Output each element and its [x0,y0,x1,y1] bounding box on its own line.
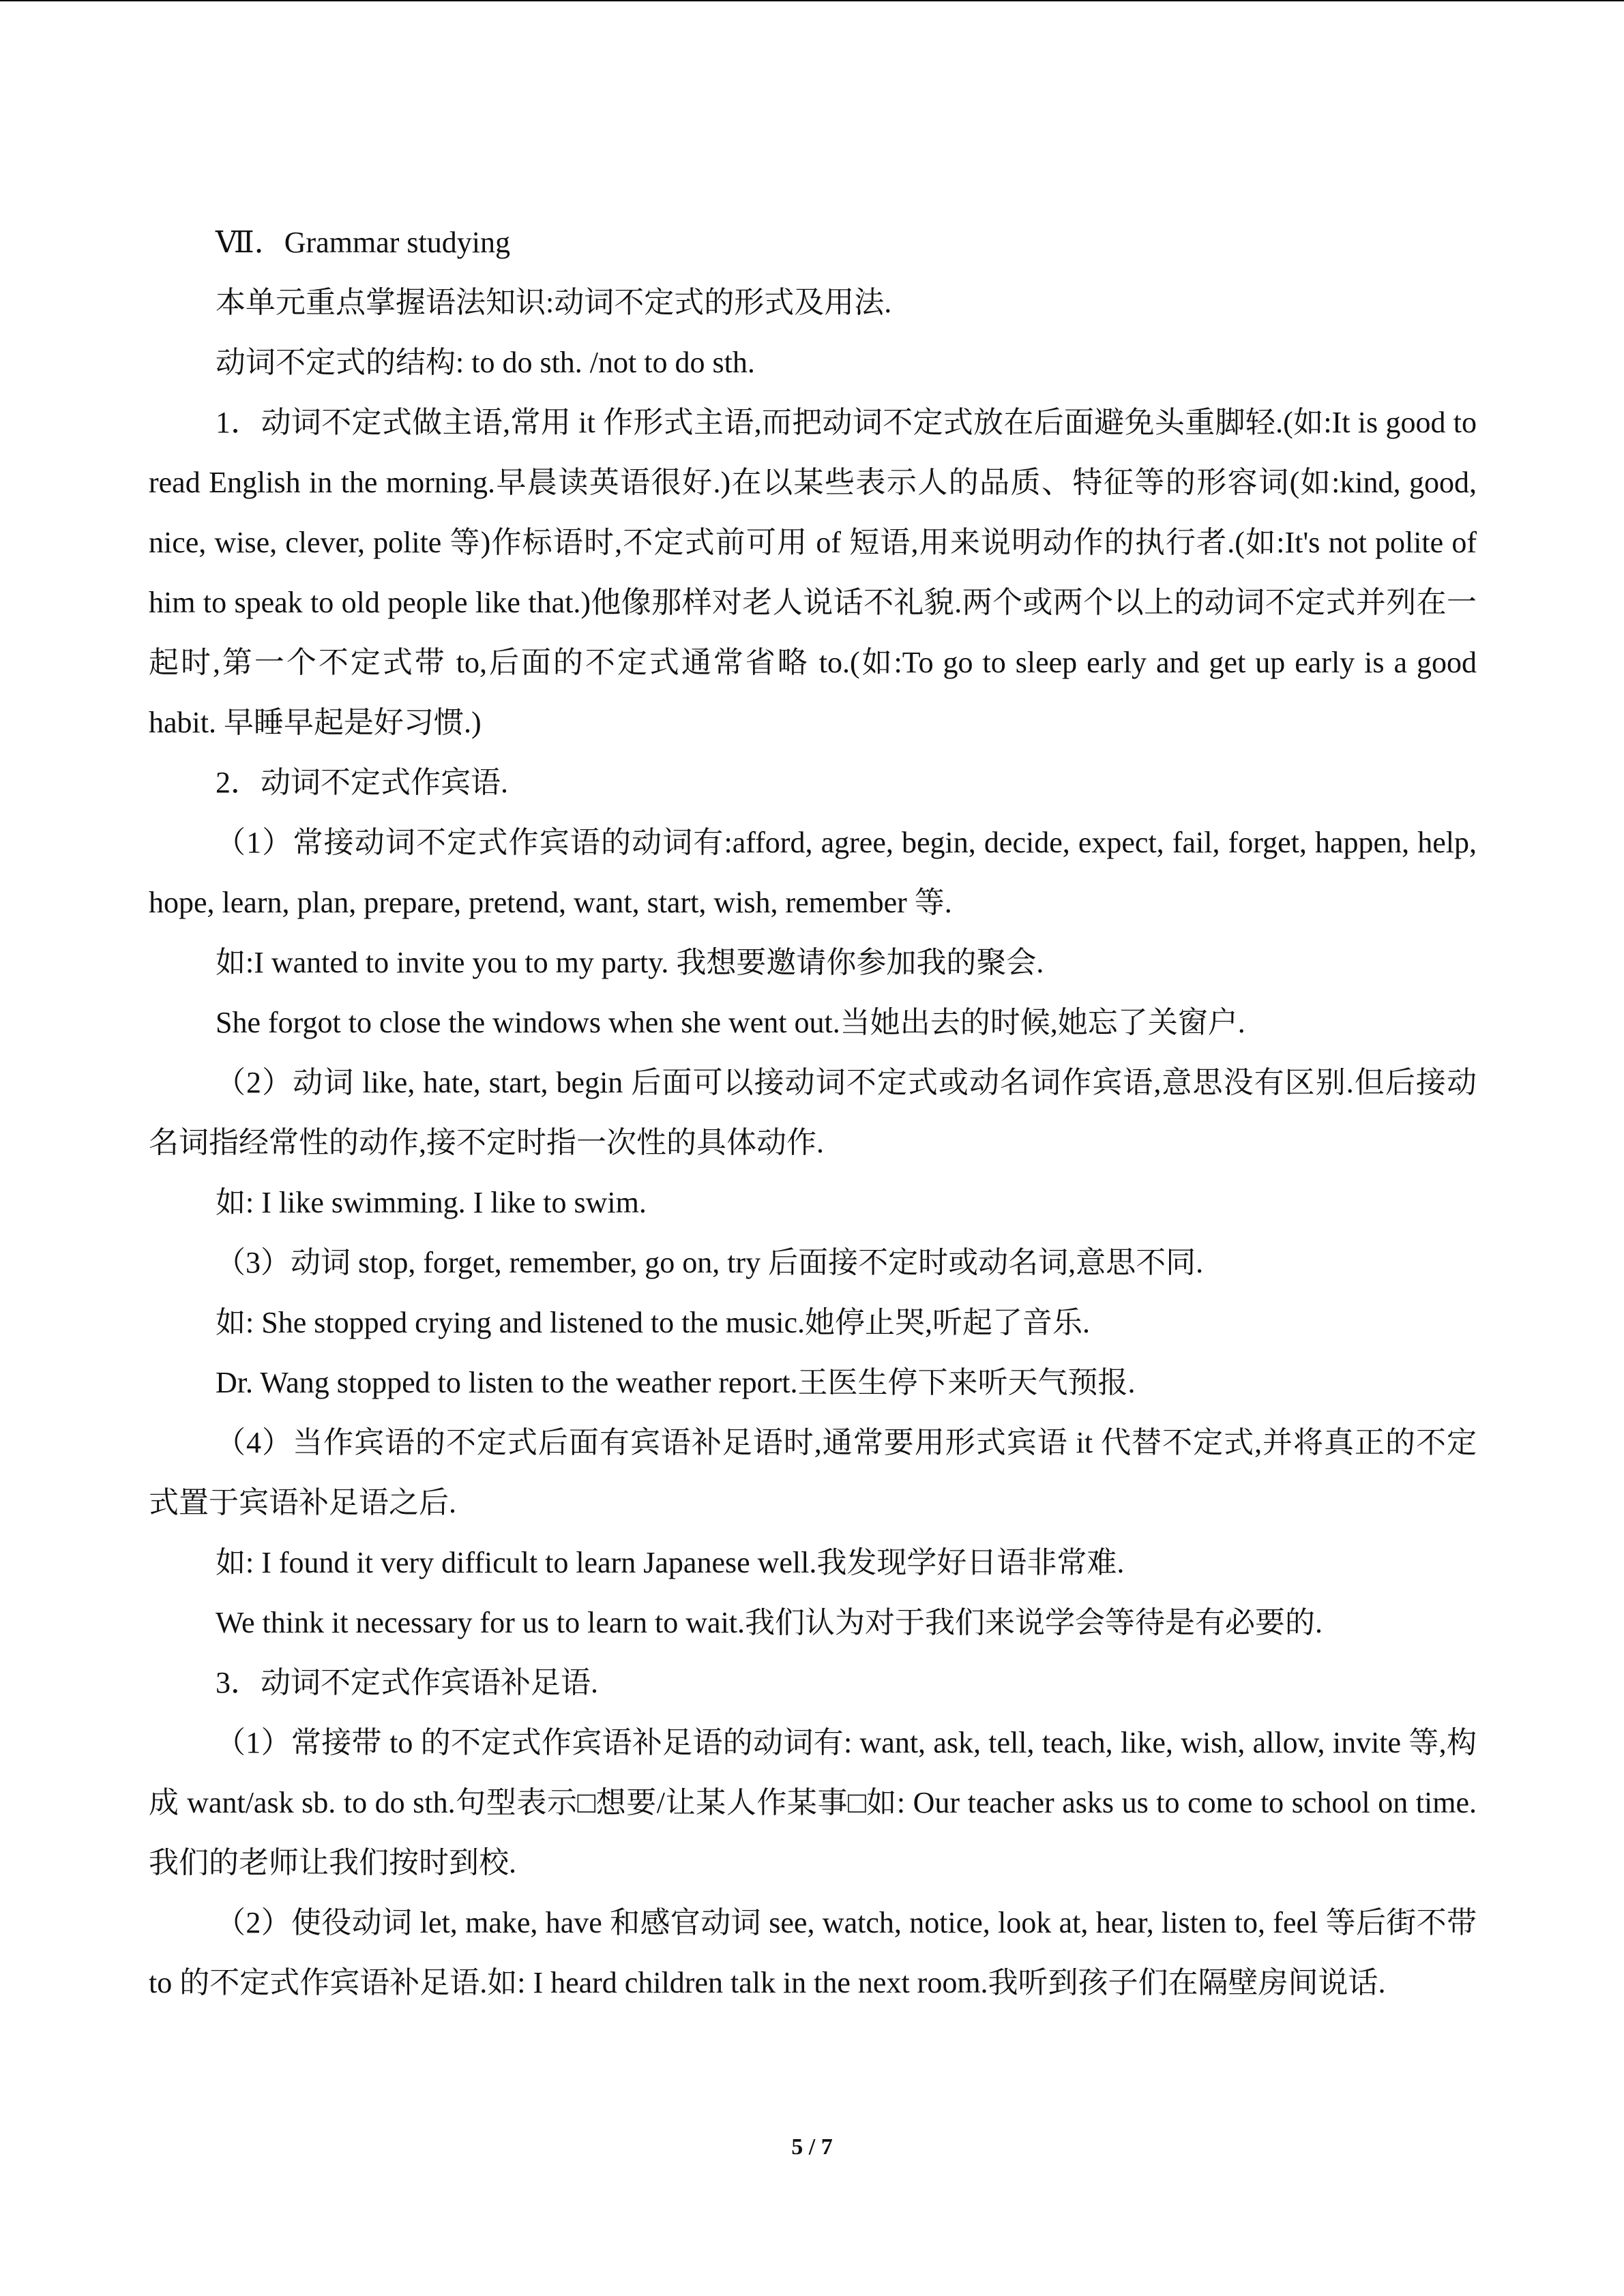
object-rule-3-example-2: Dr. Wang stopped to listen to the weather report.王医生停下来听天气预报. [216,1366,1136,1399]
object-rule-1: （1）常接动词不定式作宾语的动词有:afford, agree, begin, decide, expect, fail, forget, happen, help, hope, learn, plan, prepare, pretend, want, start, wish, remember 等. [149,826,1477,919]
complement-rule-1: （1）常接带 to 的不定式作宾语补足语的动词有: want, ask, tell, teach, like, wish, allow, invite 等,构成 want/ask sb. to do sth.句型表示□想要/让某人作某事□如: Our teacher asks us to come to school on time.我们的老师让我们按时到校. [149,1726,1477,1879]
object-rule-2-example: 如: I like swimming. I like to swim. [216,1186,647,1219]
object-rule-3: （3）动词 stop, forget, remember, go on, try 后面接不定时或动名词,意思不同. [216,1246,1204,1279]
object-rule-4-example-1: 如: I found it very difficult to learn Japanese well.我发现学好日语非常难. [216,1546,1125,1579]
page-number: 5 / 7 [791,2134,833,2160]
section-heading: Ⅶ．Grammar studying [216,226,510,259]
infinitive-as-object-heading: 2．动词不定式作宾语. [216,766,508,799]
object-rule-3-example-1: 如: She stopped crying and listened to the music.她停止哭,听起了音乐. [216,1306,1090,1339]
object-rule-4: （4）当作宾语的不定式后面有宾语补足语时,通常要用形式宾语 it 代替不定式,并将真正的不定式置于宾语补足语之后. [149,1426,1477,1519]
intro-paragraph: 本单元重点掌握语法知识:动词不定式的形式及用法. [216,286,892,319]
object-rule-1-example-1: 如:I wanted to invite you to my party. 我想要邀请你参加我的聚会. [216,946,1044,979]
complement-rule-2: （2）使役动词 let, make, have 和感官动词 see, watch, notice, look at, hear, listen to, feel 等后街不带 to 的不定式作宾语补足语.如: I heard children talk in the next room.我听到孩子们在隔壁房间说话. [149,1906,1477,1999]
infinitive-as-subject-paragraph: 1．动词不定式做主语,常用 it 作形式主语,而把动词不定式放在后面避免头重脚轻.(如:It is good to read English in the morning.早晨读英语很好.)在以某些表示人的品质、特征等的形容词(如:kind, good, nice, wise, clever, polite 等)作标语时,不定式前可用 of 短语,用来说明动作的执行者.(如:It's not polite of him to speak to old people like that.)他像那样对老人说话不礼貌.两个或两个以上的动词不定式并列在一起时,第一个不定式带 to,后面的不定式通常省略 to.(如:To go to sleep early and get up early is a good habit. 早睡早起是好习惯.) [149,406,1477,739]
structure-paragraph: 动词不定式的结构: to do sth. /not to do sth. [216,346,755,379]
object-rule-4-example-2: We think it necessary for us to learn to wait.我们认为对于我们来说学会等待是有必要的. [216,1606,1323,1639]
object-complement-heading: 3．动词不定式作宾语补足语. [216,1666,598,1699]
object-rule-1-example-2: She forgot to close the windows when she went out.当她出去的时候,她忘了关窗户. [216,1006,1245,1039]
document-body [149,213,1477,2013]
object-rule-2: （2）动词 like, hate, start, begin 后面可以接动词不定式或动名词作宾语,意思没有区别.但后接动名词指经常性的动作,接不定时指一次性的具体动作. [149,1066,1477,1159]
